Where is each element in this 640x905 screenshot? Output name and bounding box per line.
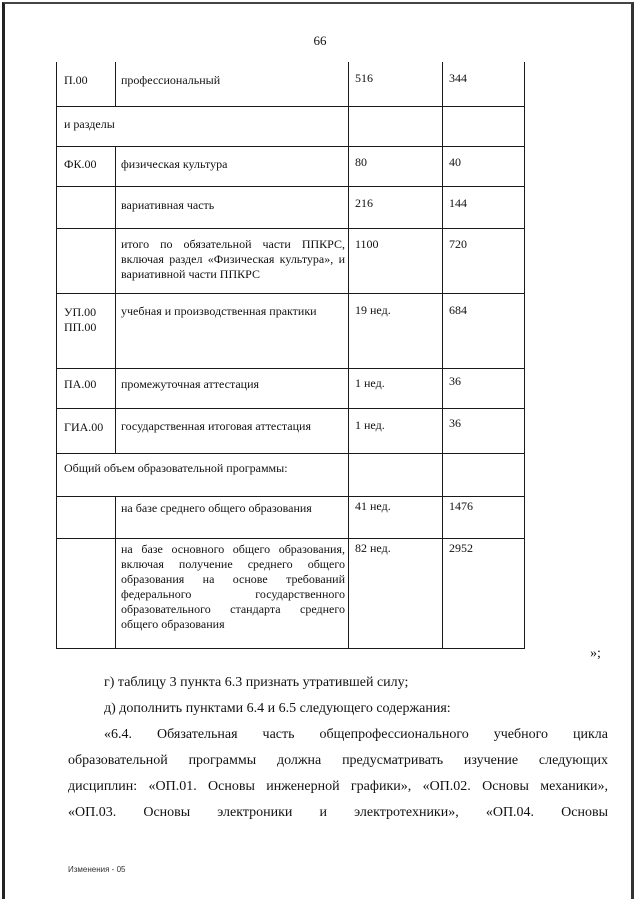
- table-border-right: [524, 62, 525, 649]
- row-divider: [56, 228, 525, 229]
- row-required-load: 2952: [449, 541, 473, 555]
- code-column-divider: [115, 496, 116, 649]
- paragraph-d: д) дополнить пунктами 6.4 и 6.5 следующего содержания:: [104, 701, 451, 716]
- paragraph-6-4-line: дисциплин: «ОП.01. Основы инженерной графики», «ОП.02. Основы механики»,: [68, 779, 608, 794]
- page-number: 66: [313, 33, 327, 48]
- row-name: государственная итоговая аттестация: [121, 419, 311, 433]
- row-required-load: 720: [449, 237, 467, 251]
- row-code: ПА.00: [64, 377, 97, 391]
- max-load-column-divider: [348, 62, 349, 649]
- code-column-divider: [115, 62, 116, 106]
- row-divider: [56, 106, 525, 107]
- row-required-load: 344: [449, 71, 467, 85]
- section-label: и разделы: [64, 117, 115, 131]
- row-max-load: 1100: [355, 237, 379, 251]
- code-column-divider: [115, 146, 116, 453]
- row-name: промежуточная аттестация: [121, 377, 260, 391]
- table-bottom-border: [56, 648, 525, 649]
- row-divider: [56, 453, 525, 454]
- row-name: профессиональный: [121, 73, 221, 87]
- row-max-load: 41 нед.: [355, 499, 391, 513]
- row-name: итого по обязательной части ППКРС, включая раздел «Физическая культура», и вариативной части ППКРС: [121, 237, 345, 281]
- row-max-load: 80: [355, 155, 367, 169]
- row-code: П.00: [64, 73, 88, 87]
- required-load-column-divider: [442, 62, 443, 649]
- row-required-load: 36: [449, 416, 461, 430]
- row-code: ФК.00: [64, 157, 97, 171]
- row-max-load: 19 нед.: [355, 303, 391, 317]
- row-divider: [56, 368, 525, 369]
- table-closing-quote: »;: [590, 646, 601, 661]
- row-max-load: 1 нед.: [355, 418, 385, 432]
- row-required-load: 1476: [449, 499, 473, 513]
- footer-note: Изменения - 05: [68, 865, 126, 874]
- row-divider: [56, 293, 525, 294]
- row-divider: [56, 146, 525, 147]
- row-name: учебная и производственная практики: [121, 304, 317, 318]
- paragraph-6-4-line: «6.4. Обязательная часть общепрофессионального учебного цикла: [104, 727, 608, 742]
- row-required-load: 144: [449, 196, 467, 210]
- row-divider: [56, 186, 525, 187]
- row-max-load: 216: [355, 196, 373, 210]
- paragraph-g: г) таблицу 3 пункта 6.3 признать утратившей силу;: [104, 675, 409, 690]
- row-required-load: 36: [449, 374, 461, 388]
- table-border-left: [56, 62, 57, 649]
- row-required-load: 684: [449, 303, 467, 317]
- row-name: физическая культура: [121, 157, 228, 171]
- row-name: вариативная часть: [121, 198, 215, 212]
- row-name: на базе среднего общего образования: [121, 501, 312, 515]
- row-name: на базе основного общего образования, включая получение среднего общего образования на основе требований федерального государственного образовательного стандарта среднего общего образования: [121, 542, 345, 631]
- row-max-load: 516: [355, 71, 373, 85]
- row-required-load: 40: [449, 155, 461, 169]
- row-code: ГИА.00: [64, 420, 104, 434]
- paragraph-6-4-line: «ОП.03. Основы электроники и электротехники», «ОП.04. Основы: [68, 805, 608, 820]
- row-divider: [56, 408, 525, 409]
- row-divider: [56, 538, 525, 539]
- row-max-load: 1 нед.: [355, 376, 385, 390]
- section-label: Общий объем образовательной программы:: [64, 461, 288, 475]
- row-max-load: 82 нед.: [355, 541, 391, 555]
- row-divider: [56, 496, 525, 497]
- row-code: УП.00 ПП.00: [64, 305, 97, 334]
- paragraph-6-4-line: образовательной программы должна предусматривать изучение следующих: [68, 753, 608, 768]
